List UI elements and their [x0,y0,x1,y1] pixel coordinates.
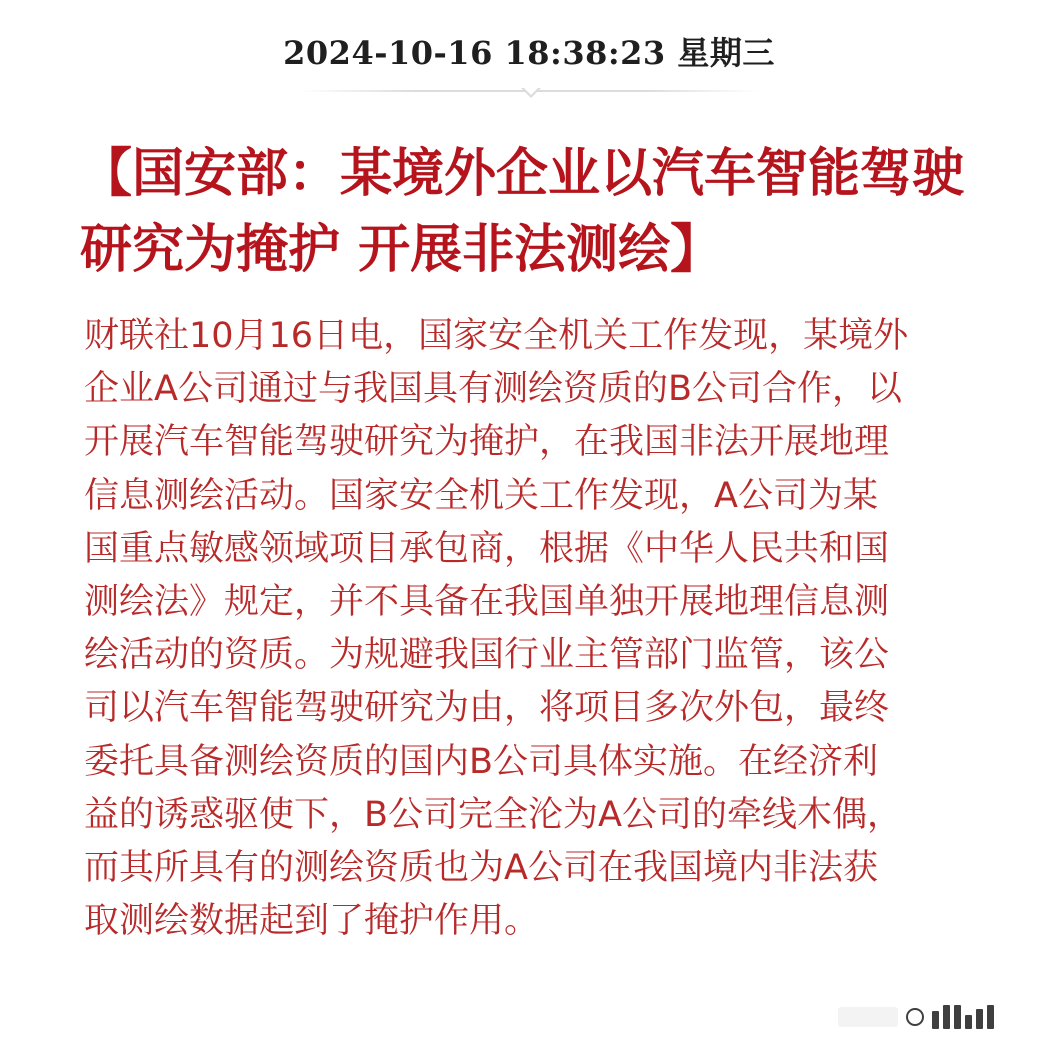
body-line: 益的诱惑驱使下，B公司完全沦为A公司的牵线木偶， [84,794,902,835]
body-line: 信息测绘活动。国家安全机关工作发现，A公司为某 [84,475,878,516]
bar-chart-logo-icon [838,1003,1038,1031]
watermark-bar [976,1009,983,1029]
body-line: 而其所具有的测绘资质也为A公司在我国境内非法获 [84,848,878,889]
headline-line: 研究为掩护 开展非法测绘】 [80,219,723,280]
body-line: 财联社10月16日电，国家安全机关工作发现，某境外 [84,316,909,356]
article-body [84,310,1004,948]
watermark-bar [943,1005,950,1029]
body-line: 测绘法》规定，并不具备在我国单独开展地理信息测 [84,582,890,623]
body-line: 委托具备测绘资质的国内B公司具体实施。在经济利 [84,741,879,782]
body-line: 企业A公司通过与我国具有测绘资质的B公司合作，以 [84,369,902,410]
watermark-circle-icon [906,1008,924,1026]
divider-notch-inner [524,88,538,95]
watermark-bar [987,1005,994,1029]
timestamp: 2024-10-16 18:38:23 星期三 [283,34,775,72]
headline-line: 【国安部：某境外企业以汽车智能驾驶 [80,143,965,204]
headline [80,136,990,288]
watermark-bar [965,1015,972,1029]
body-line: 国重点敏感领域项目承包商，根据《中华人民共和国 [84,528,890,569]
body-line: 司以汽车智能驾驶研究为由，将项目多次外包，最终 [84,688,890,729]
watermark-blurred-text [838,1007,898,1027]
body-line: 开展汽车智能驾驶研究为掩护，在我国非法开展地理 [84,422,890,463]
body-line: 绘活动的资质。为规避我国行业主管部门监管，该公 [84,635,890,676]
watermark-bars-icon [932,1005,994,1029]
watermark-bar [954,1005,961,1029]
watermark-bar [932,1011,939,1029]
body-line: 取测绘数据起到了掩护作用。 [84,901,540,942]
